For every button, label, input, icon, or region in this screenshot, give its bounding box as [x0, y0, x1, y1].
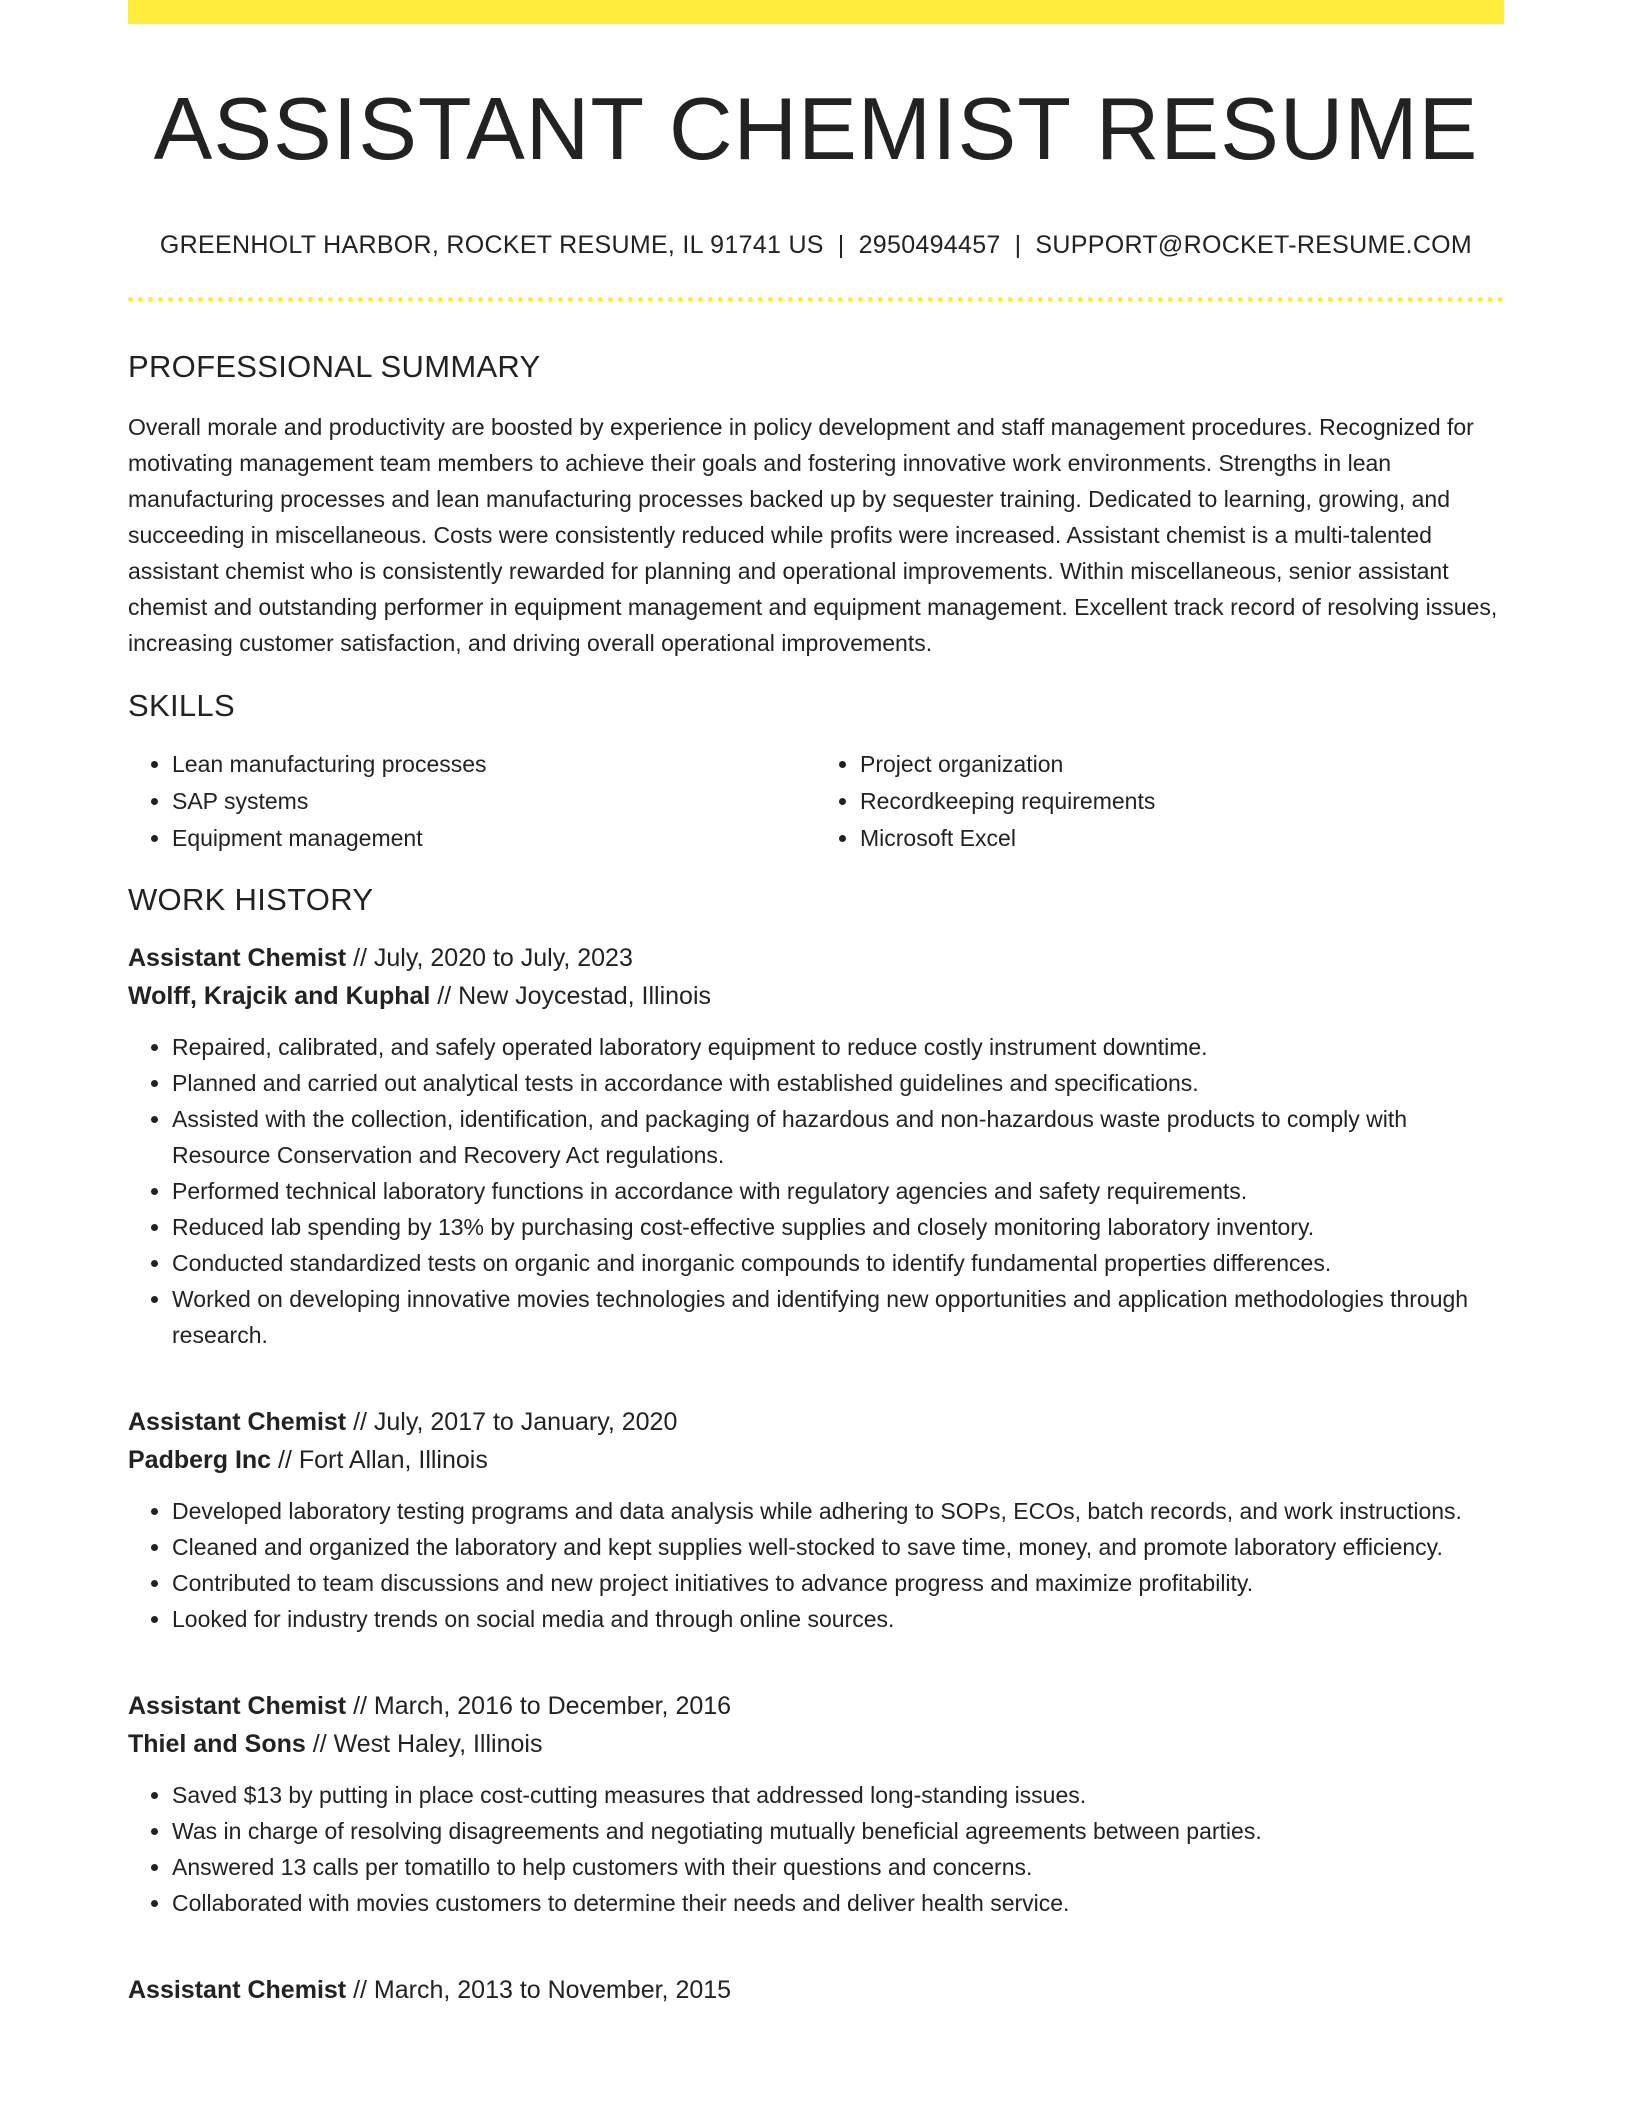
job-bullet: • Planned and carried out analytical tests in accordance with established guidelines and specifications. — [172, 1065, 1504, 1101]
skill-item: • Project organization — [860, 746, 1504, 783]
skills-list — [128, 746, 1504, 857]
job-bullet: • Assisted with the collection, identification, and packaging of hazardous and non-hazardous waste products to comply with Resource Conservation and Recovery Act regulations. — [172, 1101, 1504, 1173]
job-entry — [128, 939, 1504, 1353]
job-bullet: • Repaired, calibrated, and safely operated laboratory equipment to reduce costly instrument downtime. — [172, 1029, 1504, 1065]
job-title: Assistant Chemist — [128, 1975, 347, 2004]
job-location: // New Joycestad, Illinois — [430, 981, 712, 1010]
job-bullet: • Conducted standardized tests on organic and inorganic compounds to identify fundamental properties differences. — [172, 1245, 1504, 1281]
contact-separator: | — [1014, 231, 1022, 259]
resume-title: ASSISTANT CHEMIST RESUME — [153, 79, 1479, 178]
job-title-line — [128, 1687, 1504, 1725]
job-title: Assistant Chemist — [128, 1691, 347, 1720]
job-dates: // July, 2020 to July, 2023 — [346, 943, 633, 972]
job-title: Assistant Chemist — [128, 1407, 347, 1436]
job-title-line — [128, 1403, 1504, 1441]
job-entry — [128, 1403, 1504, 1637]
job-location: // Fort Allan, Illinois — [271, 1445, 488, 1474]
job-dates: // March, 2013 to November, 2015 — [346, 1975, 732, 2004]
skills-heading: SKILLS — [128, 688, 235, 724]
job-company-line — [128, 1441, 1504, 1479]
contact-address: GREENHOLT HARBOR, ROCKET RESUME, IL 91741 US — [159, 231, 824, 259]
job-entry — [128, 1971, 1504, 2009]
skill-item: • Lean manufacturing processes — [172, 746, 816, 783]
job-title-line — [128, 1971, 1504, 2009]
contact-phone: 2950494457 — [858, 231, 1001, 259]
job-company-line — [128, 977, 1504, 1015]
job-company: Padberg Inc — [128, 1445, 272, 1474]
summary-heading: PROFESSIONAL SUMMARY — [128, 349, 541, 384]
job-location: // West Haley, Illinois — [305, 1729, 543, 1758]
job-bullet: • Was in charge of resolving disagreements and negotiating mutually beneficial agreements between parties. — [172, 1813, 1504, 1849]
job-bullet: • Answered 13 calls per tomatillo to help customers with their questions and concerns. — [172, 1849, 1504, 1885]
skill-item: • Equipment management — [172, 820, 816, 857]
job-title-line — [128, 939, 1504, 977]
contact-email: SUPPORT@ROCKET-RESUME.COM — [1035, 231, 1473, 259]
job-bullet: • Cleaned and organized the laboratory and kept supplies well-stocked to save time, money, and promote laboratory efficiency. — [172, 1529, 1504, 1565]
skill-item: • Recordkeeping requirements — [860, 783, 1504, 820]
job-company: Wolff, Krajcik and Kuphal — [128, 981, 431, 1010]
summary-text: Overall morale and productivity are boosted by experience in policy development and staff management procedures. Recognized for motivating management team members to achieve their goals and fostering innovative work environments. Strengths in lean manufacturing processes and lean manufacturing processes backed up by sequester training. Dedicated to learning, growing, and succeeding in miscellaneous. Costs were consistently reduced while profits were increased. Assistant chemist is a multi-talented assistant chemist who is consistently rewarded for planning and operational improvements. Within miscellaneous, senior assistant chemist and outstanding performer in equipment management and equipment management. Excellent track record of resolving issues, increasing customer satisfaction, and driving overall operational improvements. — [128, 414, 1498, 657]
job-dates: // July, 2017 to January, 2020 — [346, 1407, 678, 1436]
job-bullets — [128, 1493, 1504, 1637]
job-bullet: • Developed laboratory testing programs and data analysis while adhering to SOPs, ECOs, batch records, and work instructions. — [172, 1493, 1504, 1529]
job-bullet: • Performed technical laboratory functions in accordance with regulatory agencies and safety requirements. — [172, 1173, 1504, 1209]
contact-line — [128, 231, 1504, 260]
skill-item: • Microsoft Excel — [860, 820, 1504, 857]
skill-item: • SAP systems — [172, 783, 816, 820]
job-bullet: • Looked for industry trends on social media and through online sources. — [172, 1601, 1504, 1637]
accent-top-bar — [128, 0, 1504, 24]
job-entry — [128, 1687, 1504, 1921]
skills-column-right — [816, 746, 1504, 857]
job-bullet: • Worked on developing innovative movies technologies and identifying new opportunities and application methodologies through research. — [172, 1281, 1504, 1353]
resume-page — [128, 0, 1504, 2009]
job-bullet: • Contributed to team discussions and new project initiatives to advance progress and maximize profitability. — [172, 1565, 1504, 1601]
skills-column-left — [128, 746, 816, 857]
job-dates: // March, 2016 to December, 2016 — [346, 1691, 732, 1720]
job-bullet: • Saved $13 by putting in place cost-cutting measures that addressed long-standing issues. — [172, 1777, 1504, 1813]
job-company: Thiel and Sons — [128, 1729, 306, 1758]
work-history-heading: WORK HISTORY — [128, 882, 374, 918]
job-bullet: • Collaborated with movies customers to determine their needs and deliver health service. — [172, 1885, 1504, 1921]
job-bullets — [128, 1029, 1504, 1353]
job-bullets — [128, 1777, 1504, 1921]
dotted-divider — [128, 297, 1504, 302]
job-bullet: • Reduced lab spending by 13% by purchasing cost-effective supplies and closely monitoring laboratory inventory. — [172, 1209, 1504, 1245]
job-company-line — [128, 1725, 1504, 1763]
job-title: Assistant Chemist — [128, 943, 347, 972]
contact-separator: | — [837, 231, 845, 259]
